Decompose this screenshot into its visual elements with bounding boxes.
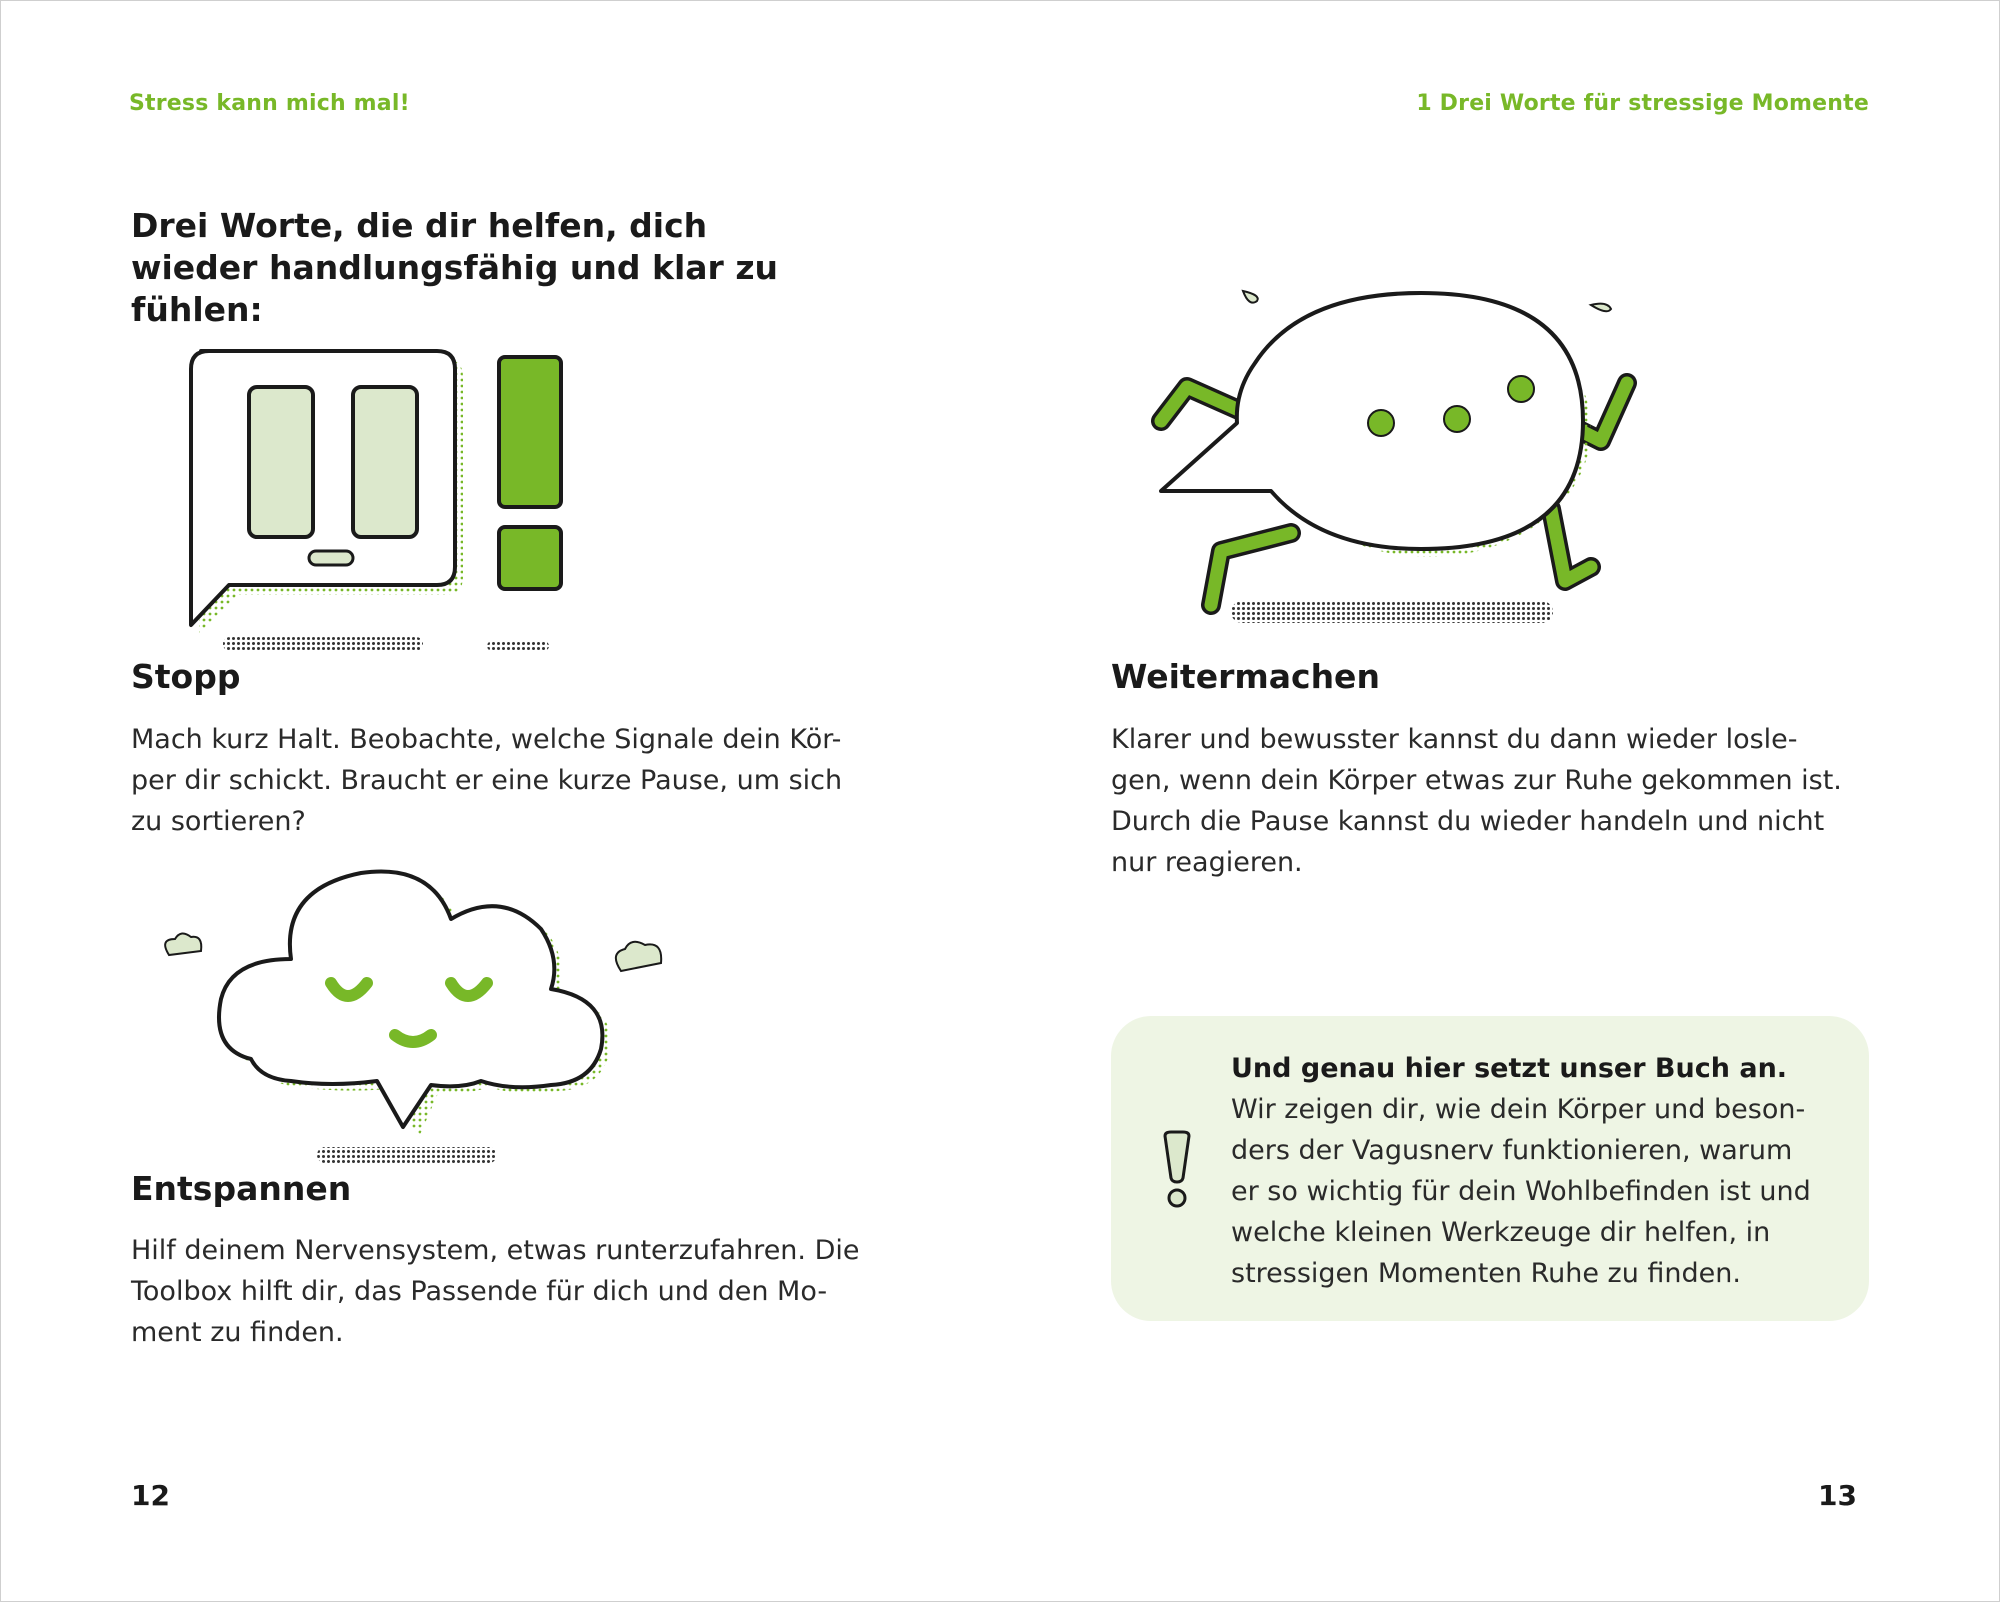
tip-body: Wir zeigen dir, wie dein Körper und beson- ders der Vagusnerv funktionieren, warum er so wichtig für dein Wohlbefinden ist und welche kleinen Werkzeuge dir helfen, in stressigen Momenten Ruhe zu finden. xyxy=(1231,1094,1811,1289)
section-text-stopp: Mach kurz Halt. Beobachte, welche Signale dein Kör- per dir schickt. Braucht er eine kurze Pause, um sich zu sortieren? xyxy=(131,724,843,837)
running-head-left: Stress kann mich mal! xyxy=(129,91,410,116)
page-number-left: 12 xyxy=(131,1479,170,1512)
section-text-weitermachen: Klarer und bewusster kannst du dann wieder losle- gen, wenn dein Körper etwas zur Ruhe gekommen ist. Durch die Pause kannst du wieder handeln und nicht nur reagieren. xyxy=(1111,724,1842,878)
running-speech-bubble-icon xyxy=(1131,271,1691,641)
section-text-entspannen: Hilf deinem Nervensystem, etwas runterzufahren. Die Toolbox hilft dir, das Passende für dich und den Mo- ment zu finden. xyxy=(131,1235,860,1348)
tip-title: Und genau hier setzt unser Buch an. xyxy=(1231,1053,1788,1084)
tip-text-block xyxy=(1231,1048,1851,1294)
sleeping-cloud-icon xyxy=(151,859,691,1169)
section-title-weitermachen: Weitermachen xyxy=(1111,657,1380,696)
tip-exclamation-icon xyxy=(1161,1130,1193,1210)
page-heading: Drei Worte, die dir helfen, dich wieder handlungsfähig und klar zu fühlen: xyxy=(131,206,779,329)
running-head-right: 1 Drei Worte für stressige Momente xyxy=(1416,91,1869,116)
tip-box xyxy=(1111,1016,1869,1321)
pause-speech-bubble-icon xyxy=(171,341,591,661)
section-title-entspannen: Entspannen xyxy=(131,1169,352,1208)
section-title-stopp: Stopp xyxy=(131,657,241,696)
page-number-right: 13 xyxy=(1818,1479,1857,1512)
